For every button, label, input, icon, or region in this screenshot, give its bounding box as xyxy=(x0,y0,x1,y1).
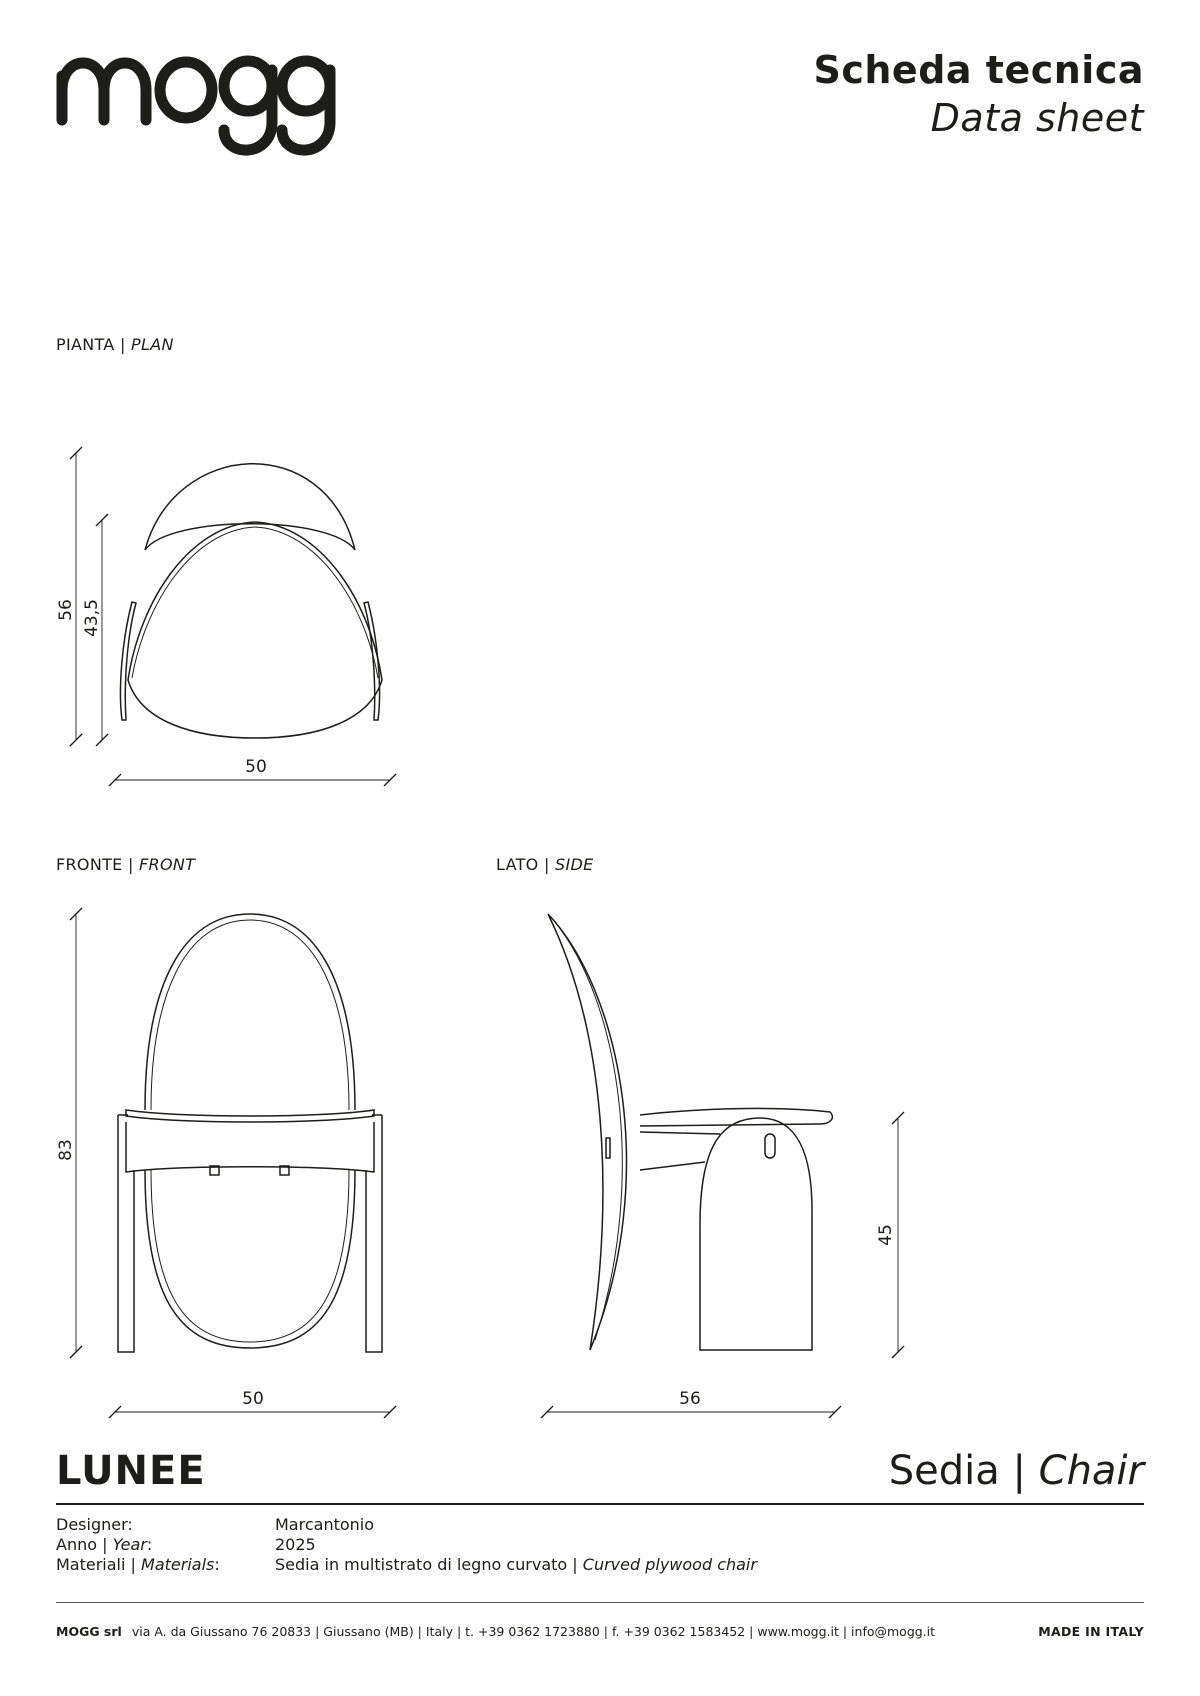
footer-contact xyxy=(56,1624,935,1639)
front-view-label: FRONTE | FRONT xyxy=(56,855,196,874)
header-title-en: Data sheet xyxy=(930,96,1144,140)
designer-label: Designer: xyxy=(56,1515,133,1534)
plan-width-label: 50 xyxy=(245,757,267,777)
front-width-label: 50 xyxy=(242,1389,264,1409)
side-view-drawing xyxy=(541,914,904,1418)
materials-value: Sedia in multistrato di legno curvato | Curved plywood chair xyxy=(275,1555,757,1574)
year-label: Anno | Year: xyxy=(56,1535,153,1554)
designer-value: Marcantonio xyxy=(275,1515,375,1534)
front-view-drawing xyxy=(70,908,396,1418)
header-title-it: Scheda tecnica xyxy=(813,48,1144,92)
side-depth-label: 56 xyxy=(679,1389,701,1409)
footer-company: MOGG srl xyxy=(56,1624,122,1639)
footer-address: via A. da Giussano 76 20833 | Giussano (MB) | Italy | t. +39 0362 1723880 | f. +39 0362 1583452 | www.mogg.it | info@mogg.it xyxy=(131,1624,936,1639)
plan-seat-depth-label: 43,5 xyxy=(82,599,102,637)
title-divider xyxy=(56,1503,1144,1505)
plan-view-drawing xyxy=(70,447,396,786)
plan-depth-label: 56 xyxy=(56,599,76,621)
product-type: Sedia | Chair xyxy=(888,1448,1144,1494)
product-name: LUNEE xyxy=(56,1448,206,1494)
plan-view-label: PIANTA | PLAN xyxy=(56,335,174,354)
side-view-label: LATO | SIDE xyxy=(496,855,594,874)
front-height-label: 83 xyxy=(56,1139,76,1161)
year-value: 2025 xyxy=(275,1535,316,1554)
materials-label: Materiali | Materials: xyxy=(56,1555,220,1574)
footer-made-in: MADE IN ITALY xyxy=(1038,1624,1144,1639)
footer-divider xyxy=(56,1602,1144,1603)
side-seat-height-label: 45 xyxy=(876,1224,896,1246)
